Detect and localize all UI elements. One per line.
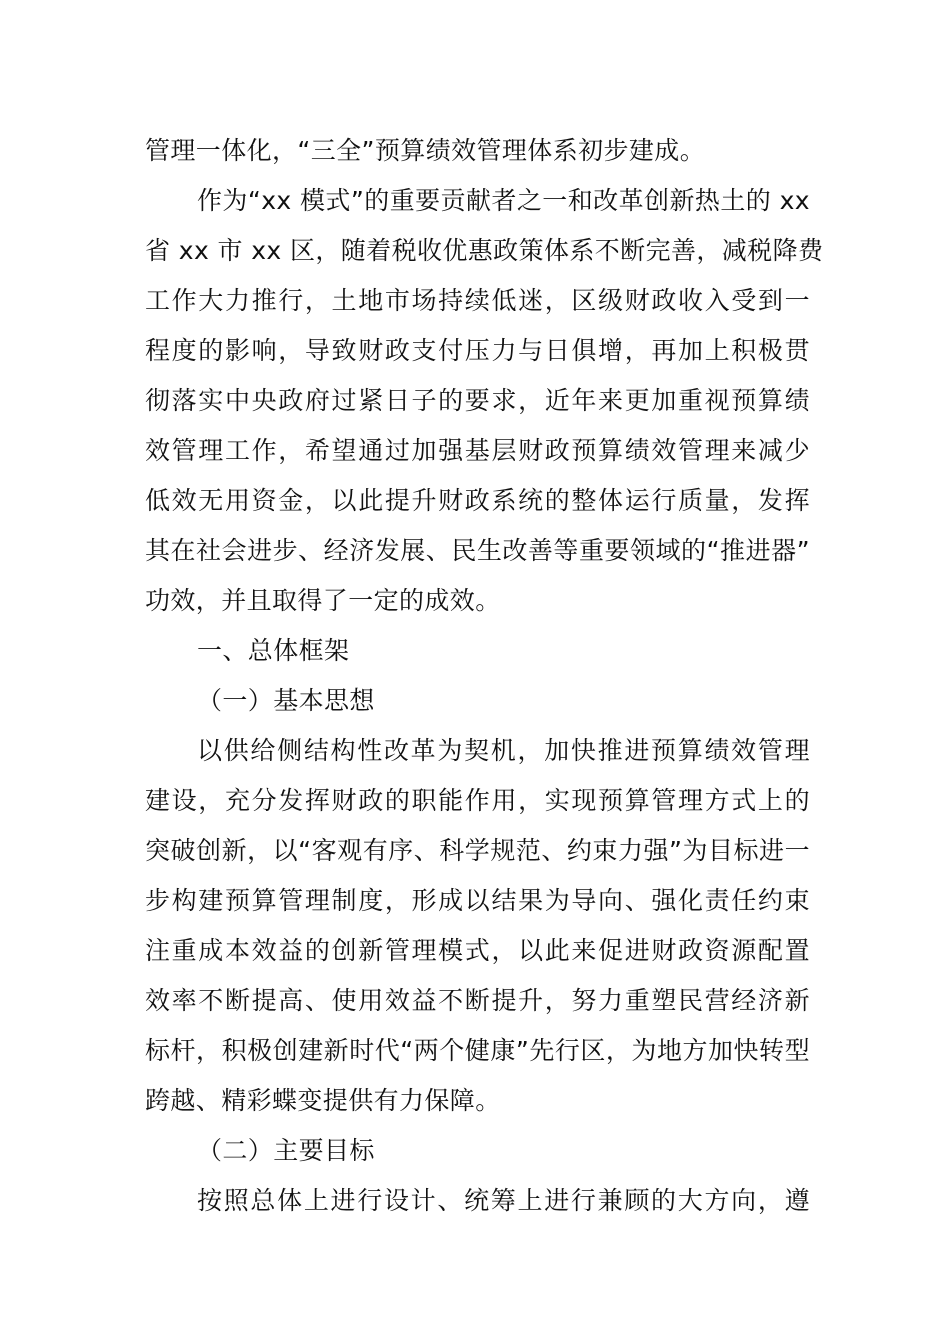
- paragraph-line: 其在社会进步、经济发展、民生改善等重要领域的“推进器”: [145, 536, 810, 565]
- paragraph-line: 按照总体上进行设计、统筹上进行兼顾的大方向，遵: [197, 1186, 810, 1215]
- paragraph-line: 跨越、精彩蝶变提供有力保障。: [145, 1086, 501, 1115]
- section-heading: 一、总体框架: [197, 636, 350, 665]
- paragraph-line: 工作大力推行，土地市场持续低迷，区级财政收入受到一: [145, 286, 810, 315]
- paragraph-line: 以供给侧结构性改革为契机，加快推进预算绩效管理: [197, 736, 810, 765]
- paragraph-line: 建设，充分发挥财政的职能作用，实现预算管理方式上的: [145, 786, 810, 815]
- paragraph-line: 步构建预算管理制度，形成以结果为导向、强化责任约束: [145, 886, 810, 915]
- paragraph-line: 低效无用资金，以此提升财政系统的整体运行质量，发挥: [145, 486, 810, 515]
- paragraph-line: 彻落实中央政府过紧日子的要求，近年来更加重视预算绩: [145, 386, 810, 415]
- paragraph-line: 程度的影响，导致财政支付压力与日俱增，再加上积极贯: [145, 336, 810, 365]
- paragraph-line: 功效，并且取得了一定的成效。: [145, 586, 501, 615]
- paragraph-line: 突破创新，以“客观有序、科学规范、约束力强”为目标进一: [145, 836, 810, 865]
- paragraph-line: 注重成本效益的创新管理模式，以此来促进财政资源配置: [145, 936, 810, 965]
- subsection-heading: （一）基本思想: [197, 686, 375, 715]
- paragraph-line: 管理一体化，“三全”预算绩效管理体系初步建成。: [145, 136, 706, 165]
- paragraph-line: 效管理工作，希望通过加强基层财政预算绩效管理来减少: [145, 436, 810, 465]
- paragraph-line: 作为“xx 模式”的重要贡献者之一和改革创新热土的 xx: [197, 186, 810, 215]
- subsection-heading: （二）主要目标: [197, 1136, 375, 1165]
- paragraph-line: 省 xx 市 xx 区，随着税收优惠政策体系不断完善，减税降费: [145, 236, 824, 265]
- paragraph-line: 标杆，积极创建新时代“两个健康”先行区，为地方加快转型: [145, 1036, 810, 1065]
- paragraph-line: 效率不断提高、使用效益不断提升，努力重塑民营经济新: [145, 986, 810, 1015]
